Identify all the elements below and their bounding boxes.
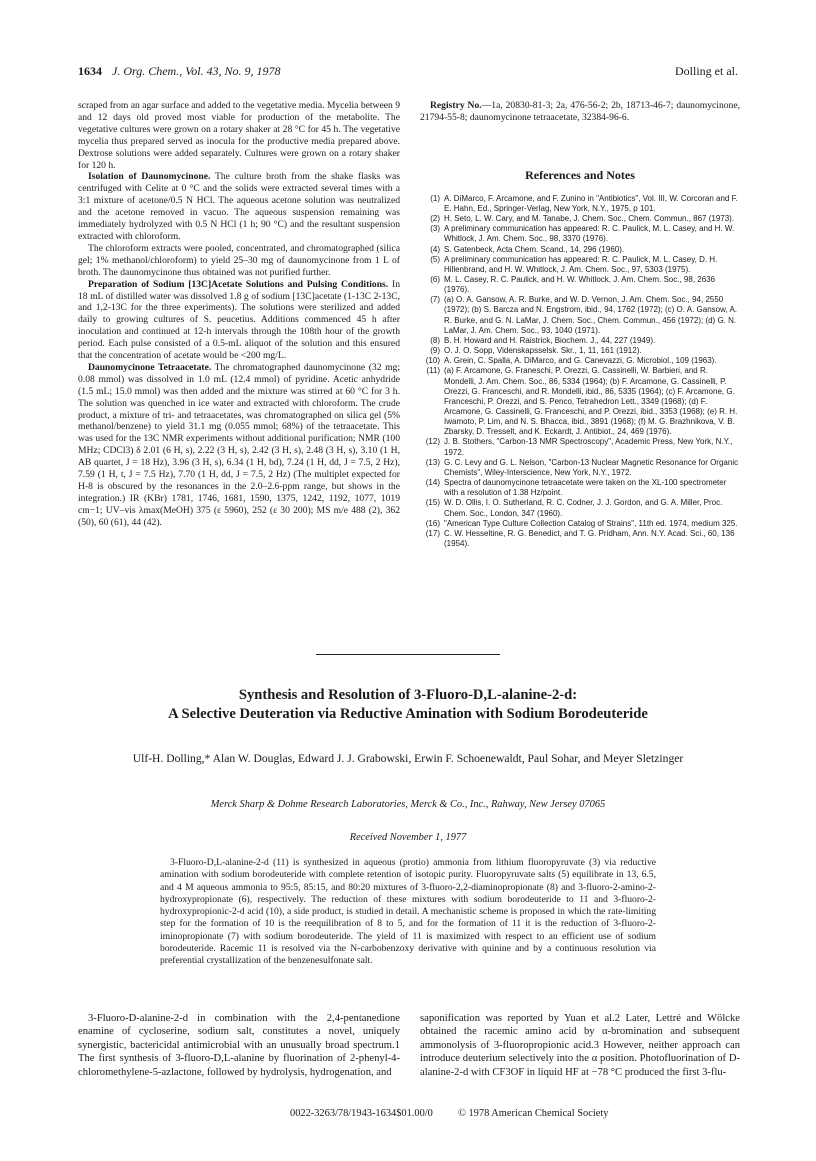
references-list <box>420 194 740 549</box>
preparation-heading: Preparation of Sodium [13C]Acetate Solutions and Pulsing Conditions. <box>88 278 389 290</box>
previous-article-right-column <box>420 100 740 549</box>
body-left-column <box>78 1012 400 1079</box>
intro-continuation: saponification was reported by Yuan et al.2 Later, Lettré and Wölcke obtained the racemic amino acid by α-bromination and subsequent ammonolysis of 3-fluoropropionic acid.3 However, neither approach can introduce deuterium selectively into the α position. Photofluorination of D-alanine-2-d with CF3OF in liquid HF at −78 °C produced the first 3-flu- <box>420 1013 740 1078</box>
reference-item <box>420 366 740 437</box>
reference-item <box>420 356 740 366</box>
reference-item <box>420 437 740 457</box>
reference-number: (1) <box>430 193 440 203</box>
page-footer <box>78 1108 738 1122</box>
running-head-author: Dolling et al. <box>675 64 738 78</box>
reference-number: (14) <box>425 478 440 488</box>
registry-heading: Registry No. <box>430 100 482 111</box>
reference-item <box>420 519 740 529</box>
received-date: Received November 1, 1977 <box>349 832 467 843</box>
reference-number: (11) <box>426 366 440 376</box>
reference-number: (4) <box>430 244 440 254</box>
reference-number: (10) <box>425 356 440 366</box>
reference-item <box>420 224 740 244</box>
isolation-heading: Isolation of Daunomycinone. <box>88 171 211 183</box>
reference-text: (a) O. A. Gansow, A. R. Burke, and W. D. Vernon, J. Am. Chem. Soc., 94, 2550 (1972); (b) S. Barcza and N. Engstrom, ibid., 94, 1762 (1972); (c) O. A. Gansow, A. R. Burke, and G. N. LaMar, J. Chem. Soc., Chem. Commun., 456 (1972); (d) G. N. LaMar, J. Am. Chem. Soc., 93, 1040 (1971). <box>444 295 738 335</box>
reference-text: O. J. O. Sopp, Videnskapsselsk. Skr., 1, 11, 161 (1912). <box>444 346 642 356</box>
reference-number: (3) <box>430 224 440 234</box>
page-number: 1634 <box>78 64 102 78</box>
reference-item <box>420 529 740 549</box>
intro-paragraph: 3-Fluoro-D-alanine-2-d in combination with the 2,4-pentanedione enamine of cycloserine, sodium salt, constitutes a novel, uniquely synergistic, bactericidal antimicrobial with an unusually broad spectrum.1 The first synthesis of 3-fluoro-D,L-alanine by fluorination of 2-phenyl-4-chloromethylene-5-azlactone, followed by hydrolysis, hydrogenation, and <box>78 1013 400 1078</box>
reference-item <box>420 498 740 518</box>
reference-item <box>420 214 740 224</box>
reference-number: (17) <box>425 528 440 538</box>
reference-item <box>420 245 740 255</box>
reference-text: S. Gatenbeck, Acta Chem. Scand., 14, 296 (1960). <box>444 244 625 254</box>
reference-item <box>420 336 740 346</box>
isolation-text: The culture broth from the shake flasks was centrifuged with Celite at 0 °C and the solids were extracted several times with a 3:1 mixture of acetone/0.5 N HCl. The aqueous acetone solution was neutralized and the acetone removed in vacuo. The aqueous suspension remaining was immediately hydrolyzed with 0.5 N HCl (1 h; 90 °C) and the resultant suspension extracted with chloroform. <box>78 171 400 242</box>
reference-text: B. H. Howard and H. Raistrick, Biochem. J., 44, 227 (1949). <box>444 335 656 345</box>
tetraacetate-paragraph <box>78 362 400 529</box>
article-title-line-1: Synthesis and Resolution of 3-Fluoro-D,L-alanine-2-d: <box>238 687 578 703</box>
reference-text: A preliminary communication has appeared: R. C. Paulick, M. L. Casey, D. H. Hillenbrand, and H. W. Whitlock, J. Am. Chem. Soc., 97, 5303 (1975). <box>444 254 718 274</box>
references-heading: References and Notes <box>525 167 635 182</box>
article-divider <box>316 654 500 655</box>
reference-item <box>420 346 740 356</box>
reference-text: A. Grein, C. Spalla, A. DiMarco, and G. Canevazzi, G. Microbiol., 109 (1963). <box>444 356 717 366</box>
author-list: Ulf-H. Dolling,* Alan W. Douglas, Edward J. J. Grabowski, Erwin F. Schoenewaldt, Paul Sohar, and Meyer Sletzinger <box>132 752 684 765</box>
reference-number: (8) <box>430 335 440 345</box>
reference-text: H. Seto, L. W. Cary, and M. Tanabe, J. Chem. Soc., Chem. Commun., 867 (1973). <box>444 214 735 224</box>
reference-text: (a) F. Arcamone, G. Franeschi, P. Orezzi, G. Cassinelli, W. Barbieri, and R. Mondelli, J. Am. Chem. Soc., 86, 5334 (1964); (b) F. Arcamone, G. Cassinelli, P. Orezzi, G. Franceschi, and R. Mondelli, ibid., 86, 5335 (1964); (c) F. Arcamone, G. Franceschi, P. Orezzi, and S. Penco, Tetrahedron Lett., 3349 (1968); (d) F. Arcamone, G. Cassinelli, G. Franceschi, and P. Orezzi, ibid., 3353 (1968); (e) R. H. Iwamoto, P. Lim, and N. S. Bhacca, ibid., 3891 (1968); (f) M. G. Brazhnikova, V. B. Zbarsky, D. Tresselt, and K. Eckardt, J. Antibiot., 24, 469 (1976). <box>444 366 738 437</box>
reference-number: (13) <box>425 457 440 467</box>
isolation-paragraph <box>78 171 400 242</box>
body-right-column <box>420 1012 740 1079</box>
article-title-line-2: A Selective Deuteration via Reductive Amination with Sodium Borodeuteride <box>168 706 648 722</box>
affiliation: Merck Sharp & Dohme Research Laboratories, Merck & Co., Inc., Rahway, New Jersey 07065 <box>210 799 606 810</box>
chromatography-paragraph: The chloroform extracts were pooled, concentrated, and chromatographed (silica gel; 1% methanol/chloroform) to yield 25–30 mg of daunomycinone from 1 L of broth. The daunomycinone thus obtained was not purified further. <box>78 242 400 278</box>
journal-citation: J. Org. Chem., Vol. 43, No. 9, 1978 <box>112 64 281 78</box>
reference-text: G. C. Levy and G. L. Nelson, "Carbon-13 Nuclear Magnetic Resonance for Organic Chemists", Wiley-Interscience, New York, N.Y., 1972. <box>444 457 739 477</box>
running-head-left <box>78 64 281 79</box>
abstract: 3-Fluoro-D,L-alanine-2-d (11) is synthesized in aqueous (protio) ammonia from lithium fluoropyruvate (3) via reductive amination with sodium borodeuteride with complete retention of isotopic purity. Fluoropyruvate salts (5) equilibrate in 13, 6.5, and 4 M aqueous ammonia to 95:5, 85:15, and 80:20 mixtures of 3-fluoro-2,2-diaminopropionate (8) and 3-fluoro-2-amino-2-hydroxypropionate (6), respectively. The reduction of these mixtures with sodium borodeuteride to 11 and 3-fluoro-2-hydroxypropionic-2-d acid (10), a side product, is studied in detail. A mechanistic scheme is proposed in which the rate-limiting step for the formation of 10 is the reequilibration of 8 to 5, and for the formation of 11 it is the reduction of 3-fluoro-2-iminopropionate (7) with sodium borodeuteride. The yield of 11 is maximized with respect to an efficient use of sodium borodeuteride. Racemic 11 is resolved via the N-carbobenzoxy derivative with quinine and by a continuous resolution via preferential crystallization of the benzenesulfonate salt. <box>160 857 656 967</box>
reference-item <box>420 255 740 275</box>
reference-number: (12) <box>425 437 440 447</box>
tetraacetate-text: The chromatographed daunomycinone (32 mg; 0.08 mmol) was dissolved in 1.0 mL (12.4 mmol) of pyridine. Acetic anhydride (1.5 mL; 15.0 mmol) was then added and the mixture was stirred at 60 °C for 3 h. The solution was quenched in ice water and extracted with chloroform. The crude product, a mixture of tri- and tetraacetates, was chromatographed on silica gel (5% methanol/benzene) to yield 31.1 mg (0.055 mmol; 68%) of the tetraacetate. This was used for the 13C NMR experiments without additional purification; NMR (100 MHz; CDCl3) δ 2.01 (6 H, s), 2.22 (3 H, s), 2.42 (3 H, s), 2.48 (3 H, s), 3.10 (1 H, AB quartet, J = 18 Hz), 3.96 (3 H, s), 6.34 (1 H, bd), 7.24 (1 H, dd, J = 7.5, 2 Hz), 7.59 (1 H, t, J = 7.5 Hz), 7.70 (1 H, dd, J = 7.5, 2 Hz) (The multiplet expected for H-8 is obscured by the resonances in the 2.0–2.6-ppm range, but shows in the integration.) IR (KBr) 1781, 1746, 1681, 1590, 1375, 1242, 1192, 1077, 1019 cm−1; UV–vis λmax(MeOH) 375 (ε 5960), 252 (ε 30 200); MS m/e 488 (2), 362 (50), 60 (61), 44 (42). <box>78 361 400 528</box>
article-title <box>78 686 738 724</box>
reference-text: C. W. Hesseltine, R. G. Benedict, and T. G. Pridham, Ann. N.Y. Acad. Sci., 60, 136 (1954). <box>444 528 735 549</box>
reference-number: (16) <box>425 518 440 528</box>
reference-number: (6) <box>430 274 440 284</box>
tetraacetate-heading: Daunomycinone Tetraacetate. <box>88 361 212 373</box>
reference-number: (9) <box>430 346 440 356</box>
reference-number: (5) <box>430 254 440 264</box>
reference-item <box>420 194 740 214</box>
copyright-notice: © 1978 American Chemical Society <box>458 1108 609 1119</box>
reference-text: W. D. Ollis, I. O. Sutherland, R. C. Codner, J. J. Gordon, and G. A. Miller, Proc. Chem. Soc., London, 347 (1960). <box>444 498 723 518</box>
registry-paragraph <box>420 100 740 124</box>
culture-paragraph: scraped from an agar surface and added to the vegetative media. Mycelia between 9 and 12 days old proved most viable for production of the metabolite. The vegetative cultures were grown on a rotary shaker at 28 °C for 45 h. The vegetative mycelia thus prepared served as inocula for the productive media prepared above. Dextrose solutions were added separately. Cultures were grown on a rotary shaker for 120 h. <box>78 100 400 171</box>
reference-item <box>420 478 740 498</box>
registry-text: —1a, 20830-81-3; 2a, 476-56-2; 2b, 18713-46-7; daunomycinone, 21794-55-8; daunomycinone tetraacetate, 32384-96-6. <box>420 100 740 123</box>
reference-text: "American Type Culture Collection Catalog of Strains", 11th ed. 1974, medium 325. <box>444 518 738 528</box>
reference-text: A. DiMarco, F. Arcamone, and F. Zunino in "Antibiotics", Vol. III, W. Corcoran and F. E. Hahn, Ed., Springer-Verlag, New York, N.Y., 1975, p 101. <box>444 193 738 213</box>
reference-number: (15) <box>425 498 440 508</box>
reference-text: M. L. Casey, R. C. Paulick, and H. W. Whitlock, J. Am. Chem. Soc., 98, 2636 (1976). <box>444 274 716 295</box>
reference-number: (7) <box>430 295 440 305</box>
article-code: 0022-3263/78/1943-1634$01.00/0 <box>290 1108 433 1119</box>
reference-text: Spectra of daunomycinone tetraacetate were taken on the XL-100 spectrometer with a resolution of 1.38 Hz/point. <box>444 478 727 498</box>
reference-item <box>420 295 740 336</box>
preparation-paragraph <box>78 279 400 362</box>
reference-number: (2) <box>430 214 440 224</box>
reference-item <box>420 458 740 478</box>
running-head <box>78 64 738 80</box>
preparation-text: In 18 mL of distilled water was dissolved 1.8 g of sodium [13C]acetate (1-13C 2-13C, and 1,2-13C for the three experiments). The solutions were sterilized and added daily to growing cultures of S. peucetius. Additions commenced 45 h after inoculation and continued at 12-h intervals through the 108th hour of the growth period. Each pulse consisted of a 0.5-mL aliquot of the solution and this ensured that the concentration of acetate would be <200 mg/L. <box>78 278 401 362</box>
reference-text: J. B. Stothers, "Carbon-13 NMR Spectroscopy", Academic Press, New York, N.Y., 1972. <box>444 437 733 457</box>
reference-text: A preliminary communication has appeared: R. C. Paulick, M. L. Casey, and H. W. Whitlock, J. Am. Chem. Soc., 98, 3370 (1976). <box>444 224 735 244</box>
reference-item <box>420 275 740 295</box>
previous-article-left-column <box>78 100 400 529</box>
